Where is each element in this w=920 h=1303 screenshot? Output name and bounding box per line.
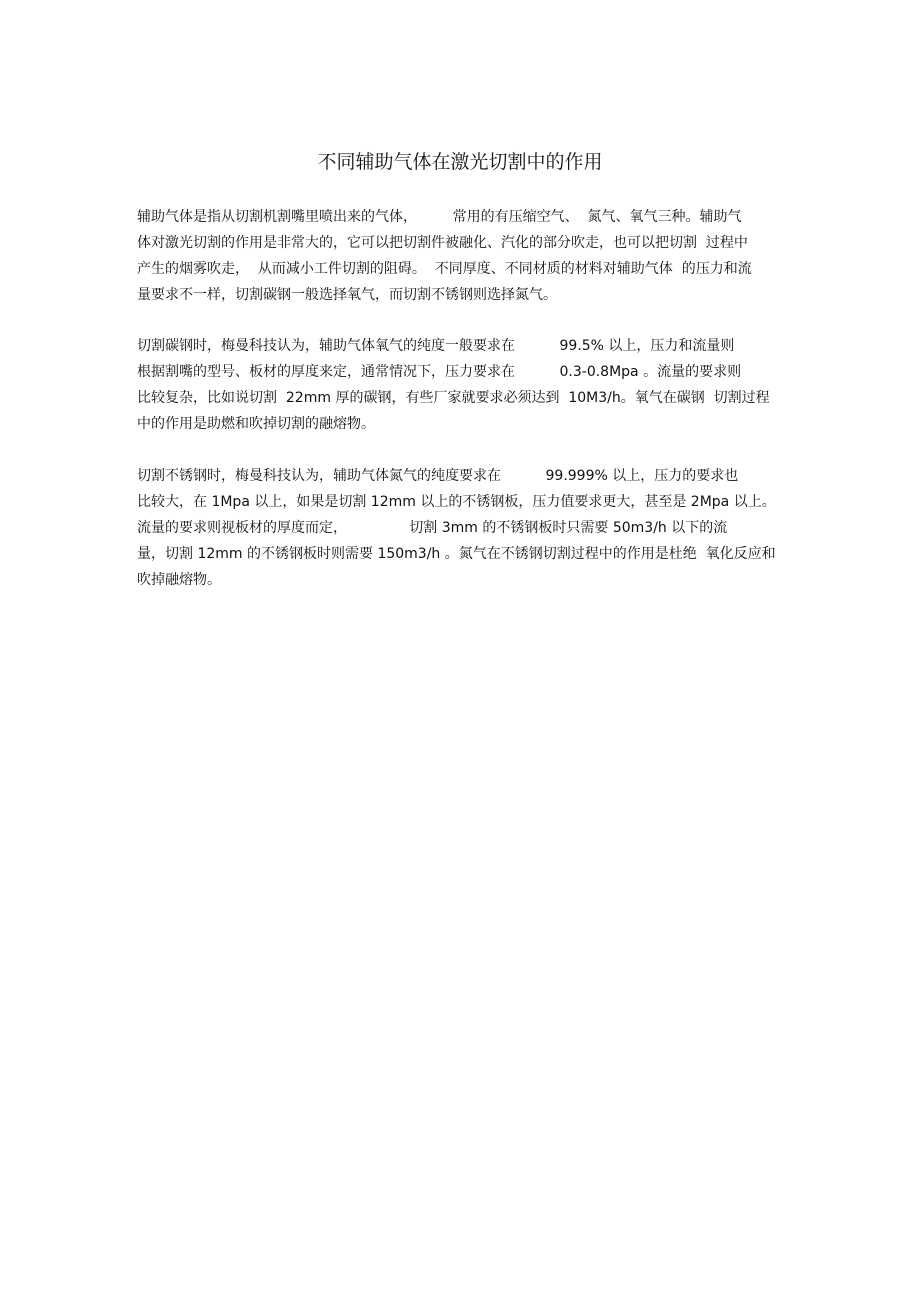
paragraph-line: 量，切割 12mm 的不锈钢板时则需要 150m3/h 。氮气在不锈钢切割过程中的作用是杜绝 氧化反应和 [137, 546, 776, 562]
paragraph-auxiliary-gas-intro [137, 204, 797, 308]
paragraph-stainless-steel [137, 463, 797, 593]
paragraph-line: 量要求不一样，切割碳钢一般选择氧气，而切割不锈钢则选择氮气。 [137, 287, 557, 303]
document-title: 不同辅助气体在激光切割中的作用 [317, 151, 603, 173]
paragraph-line: 流量的要求则视板材的厚度而定， 切割 3mm 的不锈钢板时只需要 50m3/h 以下的流 [137, 520, 728, 536]
paragraph-line: 辅助气体是指从切割机割嘴里喷出来的气体， 常用的有压缩空气、 氮气、氧气三种。辅助气 [137, 209, 742, 225]
paragraph-line: 体对激光切割的作用是非常大的，它可以把切割件被融化、汽化的部分吹走，也可以把切割 过程中 [137, 235, 748, 251]
paragraph-line: 比较复杂，比如说切割 22mm 厚的碳钢，有些厂家就要求必须达到 10M3/h。氧气在碳钢 切割过程 [137, 390, 770, 406]
paragraph-line: 根据割嘴的型号、板材的厚度来定，通常情况下，压力要求在 0.3-0.8Mpa 。流量的要求则 [137, 364, 742, 380]
paragraph-line: 产生的烟雾吹走， 从而减小工件切割的阻碍。 不同厚度、不同材质的材料对辅助气体 的压力和流 [137, 261, 752, 277]
paragraph-line: 切割不锈钢时，梅曼科技认为，辅助气体氮气的纯度要求在 99.999% 以上，压力的要求也 [137, 468, 739, 484]
paragraph-line: 中的作用是助燃和吹掉切割的融熔物。 [137, 416, 375, 432]
paragraph-line: 切割碳钢时，梅曼科技认为，辅助气体氧气的纯度一般要求在 99.5% 以上，压力和流量则 [137, 338, 735, 354]
paragraph-line: 比较大，在 1Mpa 以上，如果是切割 12mm 以上的不锈钢板，压力值要求更大，甚至是 2Mpa 以上。 [137, 494, 776, 510]
paragraph-line: 吹掉融熔物。 [137, 572, 221, 588]
paragraph-carbon-steel [137, 333, 797, 437]
